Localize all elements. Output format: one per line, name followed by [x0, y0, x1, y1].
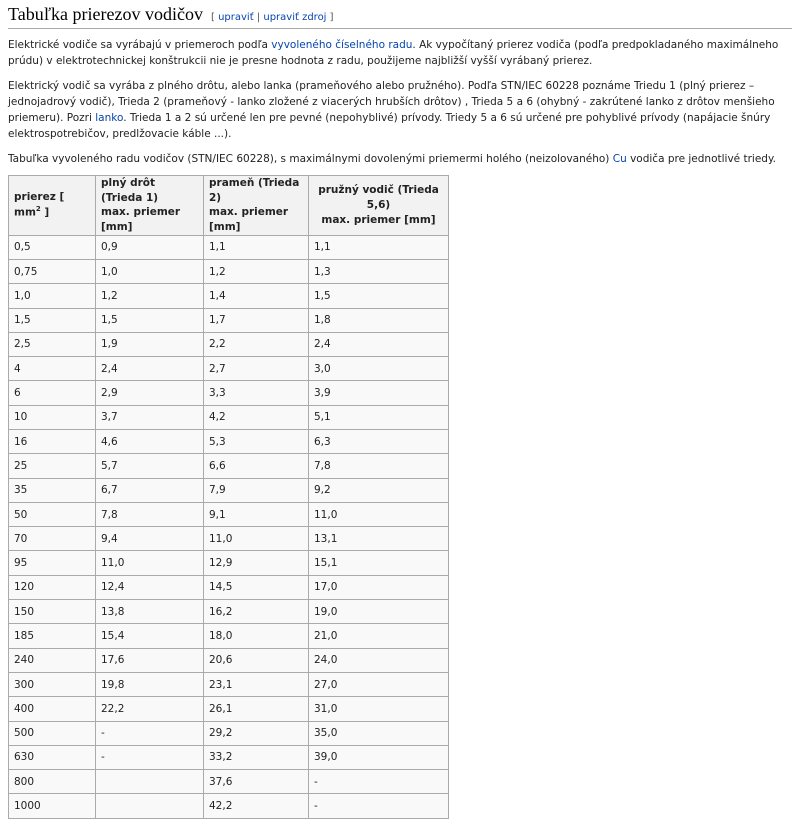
table-cell: 120	[9, 575, 96, 599]
table-cell: 1,4	[204, 284, 309, 308]
table-row	[9, 405, 449, 429]
table-cell: 33,2	[204, 745, 309, 769]
table-row	[9, 721, 449, 745]
header-class-2	[204, 175, 309, 235]
table-cell: 0,5	[9, 235, 96, 259]
table-cell: 1,3	[309, 259, 449, 283]
table-cell: 500	[9, 721, 96, 745]
table-cell: 16	[9, 429, 96, 453]
table-cell: 5,7	[96, 454, 204, 478]
intro-text: Elektrické vodiče sa vyrábajú v priemeroch podľa	[8, 39, 272, 51]
table-cell: 4,2	[204, 405, 309, 429]
table-row	[9, 259, 449, 283]
table-cell: 6,6	[204, 454, 309, 478]
table-cell: 1,5	[309, 284, 449, 308]
table-cell: 15,4	[96, 624, 204, 648]
table-cell: 9,2	[309, 478, 449, 502]
table-cell: 2,2	[204, 332, 309, 356]
edit-section-links: [ upraviť | upraviť zdroj ]	[210, 12, 334, 23]
table-cell: 17,0	[309, 575, 449, 599]
table-cell: 15,1	[309, 551, 449, 575]
table-cell: 150	[9, 600, 96, 624]
table-row	[9, 454, 449, 478]
table-cell: 6	[9, 381, 96, 405]
table-cell: 3,3	[204, 381, 309, 405]
header-class-5-6	[309, 175, 449, 235]
cu-link[interactable]: Cu	[612, 152, 627, 165]
header-text: prierez [ mm	[14, 191, 65, 219]
table-cell: 13,8	[96, 600, 204, 624]
table-cell: 1,1	[309, 235, 449, 259]
table-row	[9, 624, 449, 648]
table-row	[9, 527, 449, 551]
table-cell: 19,8	[96, 672, 204, 696]
header-text: ]	[40, 206, 50, 219]
table-cell: 42,2	[204, 794, 309, 818]
preferred-numbers-link[interactable]: vyvoleného číselného radu	[271, 39, 413, 51]
table-cell: 3,0	[309, 357, 449, 381]
table-cell: 1000	[9, 794, 96, 818]
table-cell: 1,0	[9, 284, 96, 308]
table-cell	[96, 794, 204, 818]
intro-text: . Ak vypočítaný prierez vodiča (podľa predpokladaného maximálneho prúdu) v elektrotechnickej konštrukcii nie je presne hodnota z radu, použijeme najbližší vyšší vyrábaný prierez.	[8, 39, 779, 68]
table-row	[9, 284, 449, 308]
table-cell: 2,5	[9, 332, 96, 356]
table-cell: 1,9	[96, 332, 204, 356]
intro-paragraph-3	[8, 151, 792, 167]
table-cell: 19,0	[309, 600, 449, 624]
table-cell: 1,7	[204, 308, 309, 332]
table-row	[9, 697, 449, 721]
table-cell	[96, 770, 204, 794]
table-cell: 1,2	[96, 284, 204, 308]
table-cell: 185	[9, 624, 96, 648]
table-cell: 0,9	[96, 235, 204, 259]
table-cell: 27,0	[309, 672, 449, 696]
header-text: plný drôt (Trieda 1)	[101, 176, 159, 204]
section-title: Tabuľka prierezov vodičov	[8, 4, 203, 24]
lanko-link[interactable]: lanko	[95, 112, 124, 125]
table-cell: 22,2	[96, 697, 204, 721]
table-row	[9, 332, 449, 356]
table-cell: 7,8	[309, 454, 449, 478]
header-text: pružný vodič (Trieda 5,6)	[318, 184, 439, 211]
table-row	[9, 308, 449, 332]
header-text: prameň (Trieda 2)	[209, 176, 300, 204]
table-row	[9, 381, 449, 405]
table-cell: 630	[9, 745, 96, 769]
table-cell: 70	[9, 527, 96, 551]
table-cell: 1,1	[204, 235, 309, 259]
table-cell: -	[309, 770, 449, 794]
table-row	[9, 429, 449, 453]
table-cell: 20,6	[204, 648, 309, 672]
intro-text: vodiča pre jednotlivé triedy.	[626, 152, 777, 165]
table-cell: 2,7	[204, 357, 309, 381]
header-cross-section	[9, 175, 96, 235]
table-row	[9, 745, 449, 769]
table-cell: 11,0	[204, 527, 309, 551]
table-row	[9, 357, 449, 381]
header-class-1	[96, 175, 204, 235]
table-cell: 1,5	[9, 308, 96, 332]
table-cell: 9,4	[96, 527, 204, 551]
table-cell: 10	[9, 405, 96, 429]
intro-text: . Trieda 1 a 2 sú určené len pre pevné (nepohyblivé) prívody. Triedy 5 a 6 sú určené pre pohyblivé prívody (napájacie šnúry elektrospotrebičov, predlžovacie káble ...).	[8, 112, 771, 141]
table-cell: 0,75	[9, 259, 96, 283]
table-row	[9, 575, 449, 599]
edit-source-link[interactable]: upraviť zdroj	[263, 12, 327, 23]
table-cell: 240	[9, 648, 96, 672]
header-sup: 2	[35, 204, 41, 213]
table-row	[9, 672, 449, 696]
table-cell: 2,9	[96, 381, 204, 405]
table-cell: 31,0	[309, 697, 449, 721]
table-cell: 6,7	[96, 478, 204, 502]
table-cell: 25	[9, 454, 96, 478]
table-cell: 800	[9, 770, 96, 794]
header-text: max. priemer [mm]	[209, 206, 289, 233]
table-cell: 17,6	[96, 648, 204, 672]
table-cell: 2,4	[309, 332, 449, 356]
table-cell: 7,9	[204, 478, 309, 502]
table-cell: 16,2	[204, 600, 309, 624]
table-cell: 14,5	[204, 575, 309, 599]
intro-text: Tabuľka vyvoleného radu vodičov (STN/IEC 60228), s maximálnymi dovolenými priemermi holého (neizolovaného)	[8, 152, 613, 165]
table-cell: 95	[9, 551, 96, 575]
table-cell: 400	[9, 697, 96, 721]
table-cell: 6,3	[309, 429, 449, 453]
table-cell: 9,1	[204, 502, 309, 526]
table-row	[9, 502, 449, 526]
table-cell: 11,0	[309, 502, 449, 526]
table-cell: 7,8	[96, 502, 204, 526]
table-cell: 21,0	[309, 624, 449, 648]
table-row	[9, 770, 449, 794]
table-cell: 1,2	[204, 259, 309, 283]
table-cell: 1,8	[309, 308, 449, 332]
table-row	[9, 235, 449, 259]
table-cell: 4,6	[96, 429, 204, 453]
table-header-row	[9, 175, 449, 235]
conductor-table	[8, 175, 449, 819]
table-cell: 2,4	[96, 357, 204, 381]
table-cell: 1,5	[96, 308, 204, 332]
table-cell: 13,1	[309, 527, 449, 551]
table-cell: -	[96, 745, 204, 769]
table-row	[9, 600, 449, 624]
intro-text: Elektrický vodič sa vyrába z plného drôtu, alebo lanka (prameňového alebo pružného). Podľa STN/IEC 60228 poznáme Triedu 1 (plný prierez – jednojadrový vodič), Trieda 2 (prameňový - lanko zložené z viacerých hrubších drôtov) , Trieda 5 a 6 (ohybný - zakrútené lanko z drôtov menšieho priemeru). Pozri	[8, 79, 775, 125]
table-cell: 5,3	[204, 429, 309, 453]
table-row	[9, 551, 449, 575]
table-cell: 1,0	[96, 259, 204, 283]
table-row	[9, 648, 449, 672]
table-cell: 4	[9, 357, 96, 381]
table-cell: 37,6	[204, 770, 309, 794]
table-cell: 3,7	[96, 405, 204, 429]
table-cell: 11,0	[96, 551, 204, 575]
intro-paragraph-1	[8, 37, 792, 70]
table-cell: 50	[9, 502, 96, 526]
header-text: max. priemer [mm]	[321, 213, 436, 226]
table-cell: 18,0	[204, 624, 309, 648]
table-row	[9, 478, 449, 502]
table-cell: 12,4	[96, 575, 204, 599]
table-cell: 23,1	[204, 672, 309, 696]
intro-paragraph-2	[8, 78, 792, 143]
table-cell: 26,1	[204, 697, 309, 721]
table-cell: 35,0	[309, 721, 449, 745]
table-cell: 29,2	[204, 721, 309, 745]
edit-link[interactable]: upraviť	[218, 12, 254, 23]
table-cell: 5,1	[309, 405, 449, 429]
table-body	[9, 235, 449, 818]
table-row	[9, 794, 449, 818]
table-cell: 3,9	[309, 381, 449, 405]
table-cell: 24,0	[309, 648, 449, 672]
table-cell: 35	[9, 478, 96, 502]
table-cell: 39,0	[309, 745, 449, 769]
table-cell: -	[96, 721, 204, 745]
section-heading	[8, 4, 792, 29]
table-cell: 300	[9, 672, 96, 696]
table-cell: 12,9	[204, 551, 309, 575]
header-text: max. priemer [mm]	[101, 206, 181, 233]
table-cell: -	[309, 794, 449, 818]
